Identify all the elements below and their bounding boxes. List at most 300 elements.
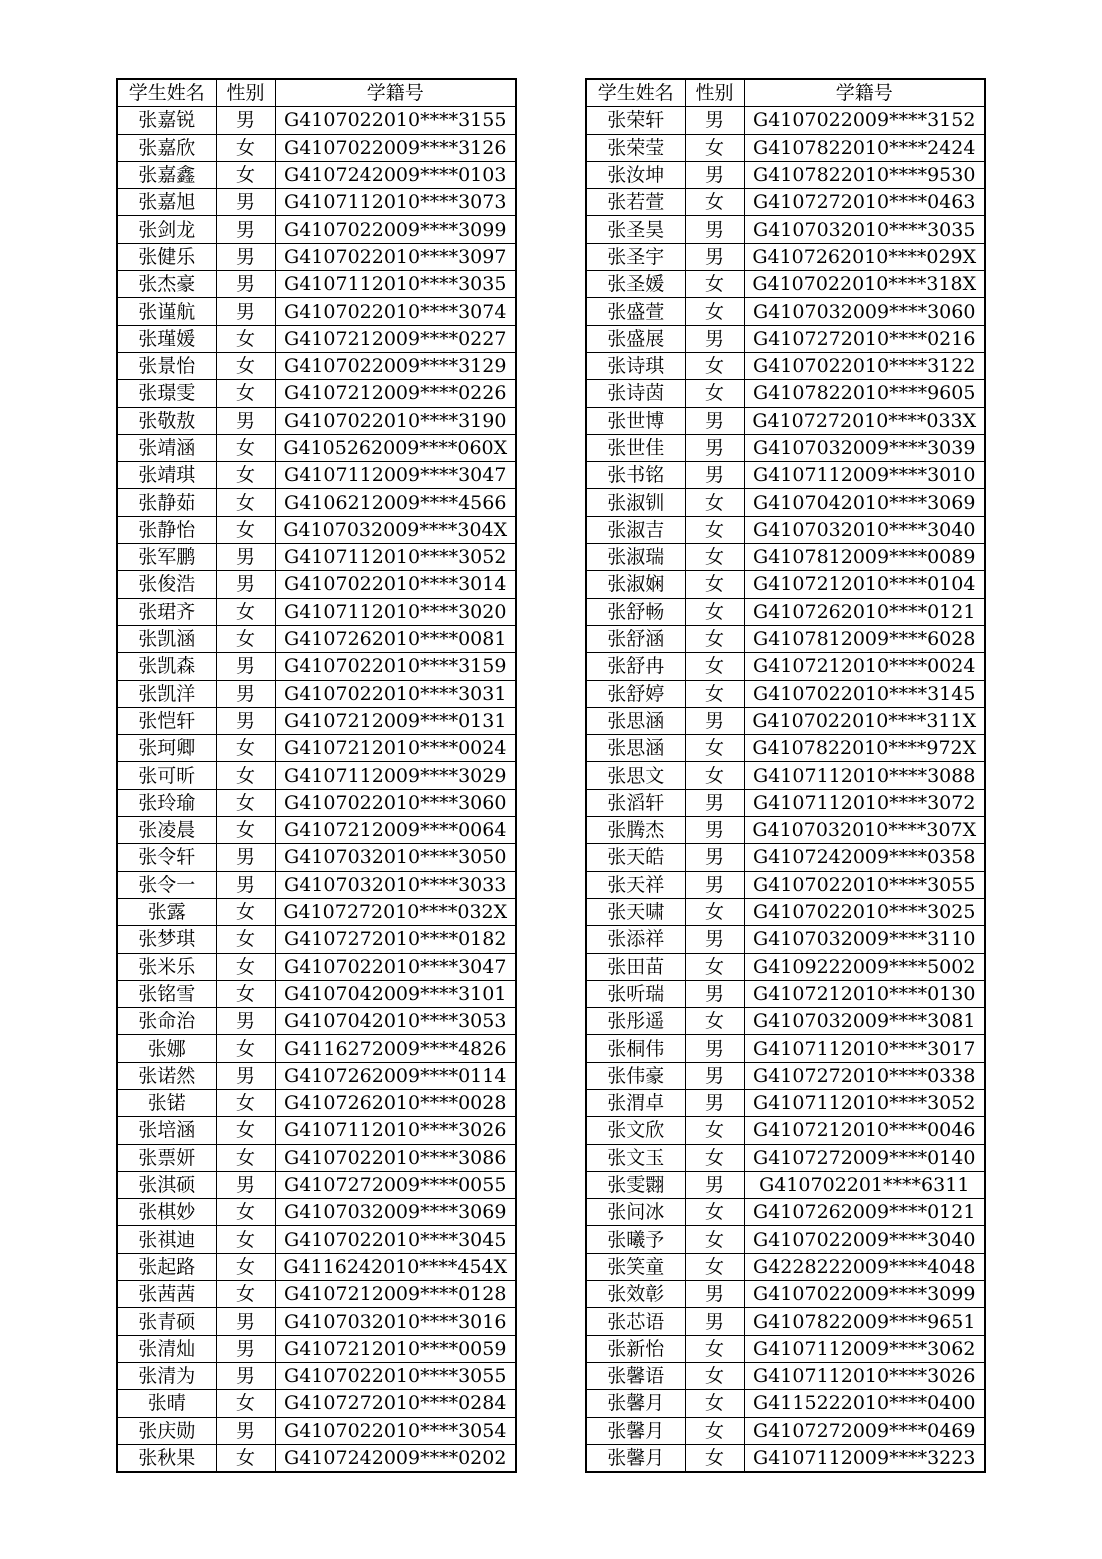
table-row <box>117 735 516 762</box>
table-row <box>586 598 985 625</box>
student-name-cell: 张思文 <box>586 762 685 789</box>
student-id-cell: G4107112009****3010 <box>744 462 985 489</box>
gender-cell: 女 <box>685 598 744 625</box>
gender-cell: 男 <box>216 571 275 598</box>
gender-cell: 女 <box>216 735 275 762</box>
student-name-cell: 张起路 <box>117 1253 216 1280</box>
student-id-cell: G4107112009****3047 <box>275 462 516 489</box>
student-name-cell: 张若萱 <box>586 189 685 216</box>
table-row <box>586 625 985 652</box>
table-row <box>586 134 985 161</box>
gender-cell: 女 <box>216 1281 275 1308</box>
student-name-cell: 张桐伟 <box>586 1035 685 1062</box>
gender-cell: 女 <box>685 1008 744 1035</box>
student-name-cell: 张荣莹 <box>586 134 685 161</box>
student-name-cell: 张露 <box>117 898 216 925</box>
student-name-cell: 张书铭 <box>586 462 685 489</box>
student-id-cell: G4107262010****0028 <box>275 1089 516 1116</box>
gender-cell: 男 <box>685 216 744 243</box>
gender-cell: 男 <box>685 1171 744 1198</box>
gender-cell: 女 <box>685 516 744 543</box>
gender-cell: 女 <box>685 1417 744 1444</box>
gender-cell: 女 <box>216 134 275 161</box>
student-name-cell: 张敬敖 <box>117 407 216 434</box>
student-id-cell: G4107112010****3035 <box>275 271 516 298</box>
gender-cell: 男 <box>685 1035 744 1062</box>
student-name-cell: 张娜 <box>117 1035 216 1062</box>
table-row <box>586 1308 985 1335</box>
student-id-cell: G4107212010****0059 <box>275 1335 516 1362</box>
student-id-cell: G4107212010****0024 <box>275 735 516 762</box>
student-id-cell: G4107032009****3110 <box>744 926 985 953</box>
student-table-right <box>585 78 986 1473</box>
student-name-cell: 张舒婷 <box>586 680 685 707</box>
student-name-cell: 张瑾媛 <box>117 325 216 352</box>
student-name-cell: 张思涵 <box>586 707 685 734</box>
table-row <box>117 707 516 734</box>
gender-cell: 男 <box>685 243 744 270</box>
student-id-cell: G4107022010****3025 <box>744 898 985 925</box>
student-name-cell: 张听瑞 <box>586 980 685 1007</box>
gender-cell: 女 <box>685 1144 744 1171</box>
student-id-cell: G4107032010****3016 <box>275 1308 516 1335</box>
gender-cell: 女 <box>685 680 744 707</box>
gender-cell: 女 <box>685 298 744 325</box>
student-name-cell: 张汝坤 <box>586 161 685 188</box>
table-row <box>117 789 516 816</box>
table-row <box>586 243 985 270</box>
gender-cell: 女 <box>216 516 275 543</box>
table-row <box>586 1362 985 1389</box>
student-name-cell: 张滔轩 <box>586 789 685 816</box>
gender-cell: 女 <box>216 352 275 379</box>
student-id-cell: G4116242010****454X <box>275 1253 516 1280</box>
student-name-cell: 张令一 <box>117 871 216 898</box>
table-row <box>586 325 985 352</box>
student-name-cell: 张世佳 <box>586 434 685 461</box>
table-row <box>586 1199 985 1226</box>
table-row <box>117 325 516 352</box>
student-id-cell: G4107032010****3035 <box>744 216 985 243</box>
student-id-cell: G4107822010****9530 <box>744 161 985 188</box>
student-id-cell: G4107022010****3055 <box>744 871 985 898</box>
student-name-cell: 张静怡 <box>117 516 216 543</box>
table-row <box>117 1171 516 1198</box>
student-name-cell: 张谨航 <box>117 298 216 325</box>
student-name-cell: 张馨月 <box>586 1444 685 1472</box>
student-id-cell: G4107212010****0130 <box>744 980 985 1007</box>
gender-cell: 女 <box>216 380 275 407</box>
student-id-cell: G4107272009****0055 <box>275 1171 516 1198</box>
table-row <box>586 216 985 243</box>
gender-cell: 女 <box>216 434 275 461</box>
gender-cell: 男 <box>216 1062 275 1089</box>
table-row <box>117 380 516 407</box>
table-row <box>117 871 516 898</box>
gender-cell: 女 <box>216 1144 275 1171</box>
table-row <box>117 1089 516 1116</box>
student-name-cell: 张淇硕 <box>117 1171 216 1198</box>
gender-cell: 男 <box>216 1362 275 1389</box>
student-name-cell: 张凯森 <box>117 653 216 680</box>
student-name-cell: 张盛萱 <box>586 298 685 325</box>
student-id-cell: G4107112010****3073 <box>275 189 516 216</box>
student-name-cell: 张米乐 <box>117 953 216 980</box>
student-name-cell: 张珂卿 <box>117 735 216 762</box>
table-row <box>117 352 516 379</box>
gender-cell: 男 <box>685 325 744 352</box>
student-id-cell: G4107112010****3017 <box>744 1035 985 1062</box>
gender-cell: 男 <box>216 1171 275 1198</box>
student-name-cell: 张芯语 <box>586 1308 685 1335</box>
gender-cell: 女 <box>216 898 275 925</box>
gender-cell: 女 <box>216 1117 275 1144</box>
student-name-cell: 张天皓 <box>586 844 685 871</box>
student-id-cell: G4107032009****3081 <box>744 1008 985 1035</box>
gender-cell: 女 <box>685 898 744 925</box>
student-id-cell: G4107032010****307X <box>744 817 985 844</box>
gender-cell: 女 <box>216 1390 275 1417</box>
table-row <box>117 407 516 434</box>
student-id-cell: G4107112010****3088 <box>744 762 985 789</box>
student-id-cell: G4107042010****3069 <box>744 489 985 516</box>
table-row <box>117 1417 516 1444</box>
student-name-cell: 张令轩 <box>117 844 216 871</box>
student-name-cell: 张新怡 <box>586 1335 685 1362</box>
table-row <box>117 271 516 298</box>
student-id-cell: G4107022010****3047 <box>275 953 516 980</box>
gender-cell: 女 <box>685 1390 744 1417</box>
student-id-cell: G4107112009****3029 <box>275 762 516 789</box>
gender-cell: 女 <box>685 1226 744 1253</box>
table-row <box>586 1444 985 1472</box>
student-name-cell: 张璟雯 <box>117 380 216 407</box>
student-id-cell: G4107822010****972X <box>744 735 985 762</box>
student-id-cell: G4107112010****3052 <box>744 1089 985 1116</box>
gender-cell: 男 <box>216 243 275 270</box>
student-id-cell: G4107022009****3040 <box>744 1226 985 1253</box>
gender-cell: 男 <box>685 844 744 871</box>
student-name-cell: 张票妍 <box>117 1144 216 1171</box>
student-id-cell: G4107212009****0227 <box>275 325 516 352</box>
header-gender: 性别 <box>216 79 275 107</box>
table-row <box>117 571 516 598</box>
student-name-cell: 张健乐 <box>117 243 216 270</box>
student-name-cell: 张效彰 <box>586 1281 685 1308</box>
table-row <box>586 1281 985 1308</box>
gender-cell: 男 <box>685 817 744 844</box>
table-row <box>117 1390 516 1417</box>
table-row <box>117 844 516 871</box>
gender-cell: 女 <box>216 789 275 816</box>
student-id-cell: G4107022009****3099 <box>744 1281 985 1308</box>
table-row <box>586 1117 985 1144</box>
gender-cell: 女 <box>685 1444 744 1472</box>
table-row <box>586 817 985 844</box>
gender-cell: 女 <box>216 462 275 489</box>
table-body-left <box>117 107 516 1472</box>
table-row <box>117 516 516 543</box>
table-row <box>586 707 985 734</box>
gender-cell: 女 <box>685 352 744 379</box>
student-id-cell: G4107812009****0089 <box>744 544 985 571</box>
student-name-cell: 张玲瑜 <box>117 789 216 816</box>
student-name-cell: 张清为 <box>117 1362 216 1389</box>
table-row <box>117 625 516 652</box>
student-id-cell: G4107272010****0338 <box>744 1062 985 1089</box>
gender-cell: 男 <box>216 1417 275 1444</box>
table-row <box>117 107 516 134</box>
student-name-cell: 张淑钏 <box>586 489 685 516</box>
student-name-cell: 张静茹 <box>117 489 216 516</box>
student-id-cell: G4107032010****3050 <box>275 844 516 871</box>
student-name-cell: 张诗琪 <box>586 352 685 379</box>
student-id-cell: G4107262009****0114 <box>275 1062 516 1089</box>
student-name-cell: 张舒涵 <box>586 625 685 652</box>
student-id-cell: G4107262009****0121 <box>744 1199 985 1226</box>
student-id-cell: G4107242009****0358 <box>744 844 985 871</box>
gender-cell: 男 <box>216 271 275 298</box>
header-student-id: 学籍号 <box>275 79 516 107</box>
student-id-cell: G4107262010****0081 <box>275 625 516 652</box>
student-id-cell: G4107112009****3062 <box>744 1335 985 1362</box>
header-gender: 性别 <box>685 79 744 107</box>
gender-cell: 女 <box>685 1117 744 1144</box>
gender-cell: 女 <box>216 1226 275 1253</box>
table-row <box>117 898 516 925</box>
table-row <box>586 980 985 1007</box>
table-row <box>586 489 985 516</box>
student-name-cell: 张圣昊 <box>586 216 685 243</box>
student-id-cell: G4107212010****0046 <box>744 1117 985 1144</box>
student-id-cell: G4107822010****9605 <box>744 380 985 407</box>
table-row <box>586 789 985 816</box>
table-row <box>117 216 516 243</box>
table-row <box>586 653 985 680</box>
table-row <box>117 680 516 707</box>
student-id-cell: G4107272010****0284 <box>275 1390 516 1417</box>
table-row <box>117 462 516 489</box>
gender-cell: 女 <box>216 980 275 1007</box>
table-row <box>586 107 985 134</box>
student-id-cell: G4107272009****0469 <box>744 1417 985 1444</box>
student-name-cell: 张青硕 <box>117 1308 216 1335</box>
student-id-cell: G4107112010****3020 <box>275 598 516 625</box>
student-name-cell: 张馨月 <box>586 1417 685 1444</box>
gender-cell: 男 <box>216 407 275 434</box>
table-row <box>586 352 985 379</box>
gender-cell: 女 <box>685 625 744 652</box>
student-name-cell: 张天祥 <box>586 871 685 898</box>
student-id-cell: G4107272010****033X <box>744 407 985 434</box>
student-id-cell: G4107022009****3152 <box>744 107 985 134</box>
gender-cell: 女 <box>685 544 744 571</box>
student-name-cell: 张秋果 <box>117 1444 216 1472</box>
gender-cell: 女 <box>685 1335 744 1362</box>
gender-cell: 男 <box>216 189 275 216</box>
header-student-name: 学生姓名 <box>586 79 685 107</box>
student-name-cell: 张茜茜 <box>117 1281 216 1308</box>
table-row <box>586 407 985 434</box>
table-row <box>117 926 516 953</box>
student-name-cell: 张伟豪 <box>586 1062 685 1089</box>
student-id-cell: G4107022010****3045 <box>275 1226 516 1253</box>
table-row <box>117 653 516 680</box>
student-name-cell: 张景怡 <box>117 352 216 379</box>
table-row <box>117 953 516 980</box>
student-id-cell: G4107262010****029X <box>744 243 985 270</box>
gender-cell: 女 <box>216 325 275 352</box>
gender-cell: 男 <box>685 434 744 461</box>
student-id-cell: G4107022010****3060 <box>275 789 516 816</box>
student-id-cell: G4107032009****3069 <box>275 1199 516 1226</box>
student-id-cell: G4107022010****3159 <box>275 653 516 680</box>
header-row <box>586 79 985 107</box>
table-row <box>586 462 985 489</box>
table-row <box>117 189 516 216</box>
student-id-cell: G4107032010****3033 <box>275 871 516 898</box>
header-student-id: 学籍号 <box>744 79 985 107</box>
table-row <box>117 1117 516 1144</box>
student-name-cell: 张凯涵 <box>117 625 216 652</box>
gender-cell: 女 <box>685 735 744 762</box>
student-name-cell: 张嘉欣 <box>117 134 216 161</box>
student-id-cell: G4107272010****032X <box>275 898 516 925</box>
table-row <box>586 1390 985 1417</box>
table-row <box>586 1226 985 1253</box>
student-name-cell: 张天啸 <box>586 898 685 925</box>
student-table-left <box>116 78 517 1473</box>
student-id-cell: G4107022010****3031 <box>275 680 516 707</box>
gender-cell: 女 <box>685 271 744 298</box>
gender-cell: 女 <box>216 1089 275 1116</box>
student-name-cell: 张世博 <box>586 407 685 434</box>
table-row <box>586 1144 985 1171</box>
student-id-cell: G4107022010****311X <box>744 707 985 734</box>
gender-cell: 女 <box>216 161 275 188</box>
table-row <box>586 1089 985 1116</box>
table-row <box>586 735 985 762</box>
gender-cell: 男 <box>216 216 275 243</box>
student-id-cell: G4107272010****0216 <box>744 325 985 352</box>
gender-cell: 男 <box>685 1281 744 1308</box>
table-row <box>117 1362 516 1389</box>
student-id-cell: G4107022010****3014 <box>275 571 516 598</box>
gender-cell: 男 <box>685 1089 744 1116</box>
table-row <box>586 434 985 461</box>
gender-cell: 女 <box>216 817 275 844</box>
table-row <box>117 1144 516 1171</box>
gender-cell: 女 <box>685 953 744 980</box>
student-name-cell: 张圣媛 <box>586 271 685 298</box>
table-row <box>117 134 516 161</box>
gender-cell: 女 <box>216 1444 275 1472</box>
student-name-cell: 张剑龙 <box>117 216 216 243</box>
gender-cell: 男 <box>216 1008 275 1035</box>
student-name-cell: 张圣宇 <box>586 243 685 270</box>
table-row <box>586 571 985 598</box>
student-name-cell: 张文欣 <box>586 1117 685 1144</box>
table-row <box>117 544 516 571</box>
student-id-cell: G4107822009****9651 <box>744 1308 985 1335</box>
gender-cell: 男 <box>216 1335 275 1362</box>
student-name-cell: 张庆勋 <box>117 1417 216 1444</box>
gender-cell: 女 <box>685 571 744 598</box>
table-row <box>586 516 985 543</box>
student-name-cell: 张晴 <box>117 1390 216 1417</box>
gender-cell: 女 <box>685 1199 744 1226</box>
student-id-cell: G4107032009****3060 <box>744 298 985 325</box>
student-name-cell: 张命治 <box>117 1008 216 1035</box>
table-row <box>117 161 516 188</box>
student-id-cell: G4107022010****3145 <box>744 680 985 707</box>
student-name-cell: 张嘉鑫 <box>117 161 216 188</box>
gender-cell: 男 <box>216 871 275 898</box>
student-name-cell: 张诗茵 <box>586 380 685 407</box>
gender-cell: 男 <box>685 407 744 434</box>
student-id-cell: G4105262009****060X <box>275 434 516 461</box>
gender-cell: 女 <box>216 762 275 789</box>
student-name-cell: 张雯翾 <box>586 1171 685 1198</box>
student-name-cell: 张添祥 <box>586 926 685 953</box>
student-name-cell: 张梦琪 <box>117 926 216 953</box>
student-id-cell: G4107022010****3190 <box>275 407 516 434</box>
gender-cell: 女 <box>685 1362 744 1389</box>
student-id-cell: G4107242009****0202 <box>275 1444 516 1472</box>
table-row <box>117 1281 516 1308</box>
table-row <box>117 243 516 270</box>
gender-cell: 女 <box>685 489 744 516</box>
table-row <box>117 1035 516 1062</box>
table-row <box>117 1199 516 1226</box>
student-name-cell: 张嘉旭 <box>117 189 216 216</box>
gender-cell: 男 <box>685 161 744 188</box>
gender-cell: 女 <box>216 1035 275 1062</box>
student-id-cell: G410702201****6311 <box>744 1171 985 1198</box>
student-name-cell: 张军鹏 <box>117 544 216 571</box>
student-name-cell: 张渭卓 <box>586 1089 685 1116</box>
student-name-cell: 张淑吉 <box>586 516 685 543</box>
gender-cell: 男 <box>685 707 744 734</box>
table-row <box>117 1308 516 1335</box>
student-id-cell: G4107032009****304X <box>275 516 516 543</box>
student-name-cell: 张靖琪 <box>117 462 216 489</box>
table-row <box>586 1171 985 1198</box>
student-id-cell: G4107272009****0140 <box>744 1144 985 1171</box>
student-id-cell: G4107032009****3039 <box>744 434 985 461</box>
table-row <box>117 1062 516 1089</box>
student-name-cell: 张盛展 <box>586 325 685 352</box>
student-name-cell: 张锘 <box>117 1089 216 1116</box>
table-row <box>117 1253 516 1280</box>
student-id-cell: G4107112010****3052 <box>275 544 516 571</box>
student-id-cell: G4115222010****0400 <box>744 1390 985 1417</box>
student-id-cell: G4107112010****3026 <box>275 1117 516 1144</box>
gender-cell: 男 <box>216 107 275 134</box>
table-row <box>586 189 985 216</box>
student-name-cell: 张腾杰 <box>586 817 685 844</box>
table-row <box>117 1008 516 1035</box>
student-id-cell: G4107032010****3040 <box>744 516 985 543</box>
gender-cell: 女 <box>216 953 275 980</box>
gender-cell: 女 <box>216 489 275 516</box>
student-id-cell: G4116272009****4826 <box>275 1035 516 1062</box>
gender-cell: 男 <box>685 871 744 898</box>
table-row <box>117 298 516 325</box>
student-id-cell: G4107042010****3053 <box>275 1008 516 1035</box>
student-name-cell: 张文玉 <box>586 1144 685 1171</box>
table-row <box>117 1335 516 1362</box>
